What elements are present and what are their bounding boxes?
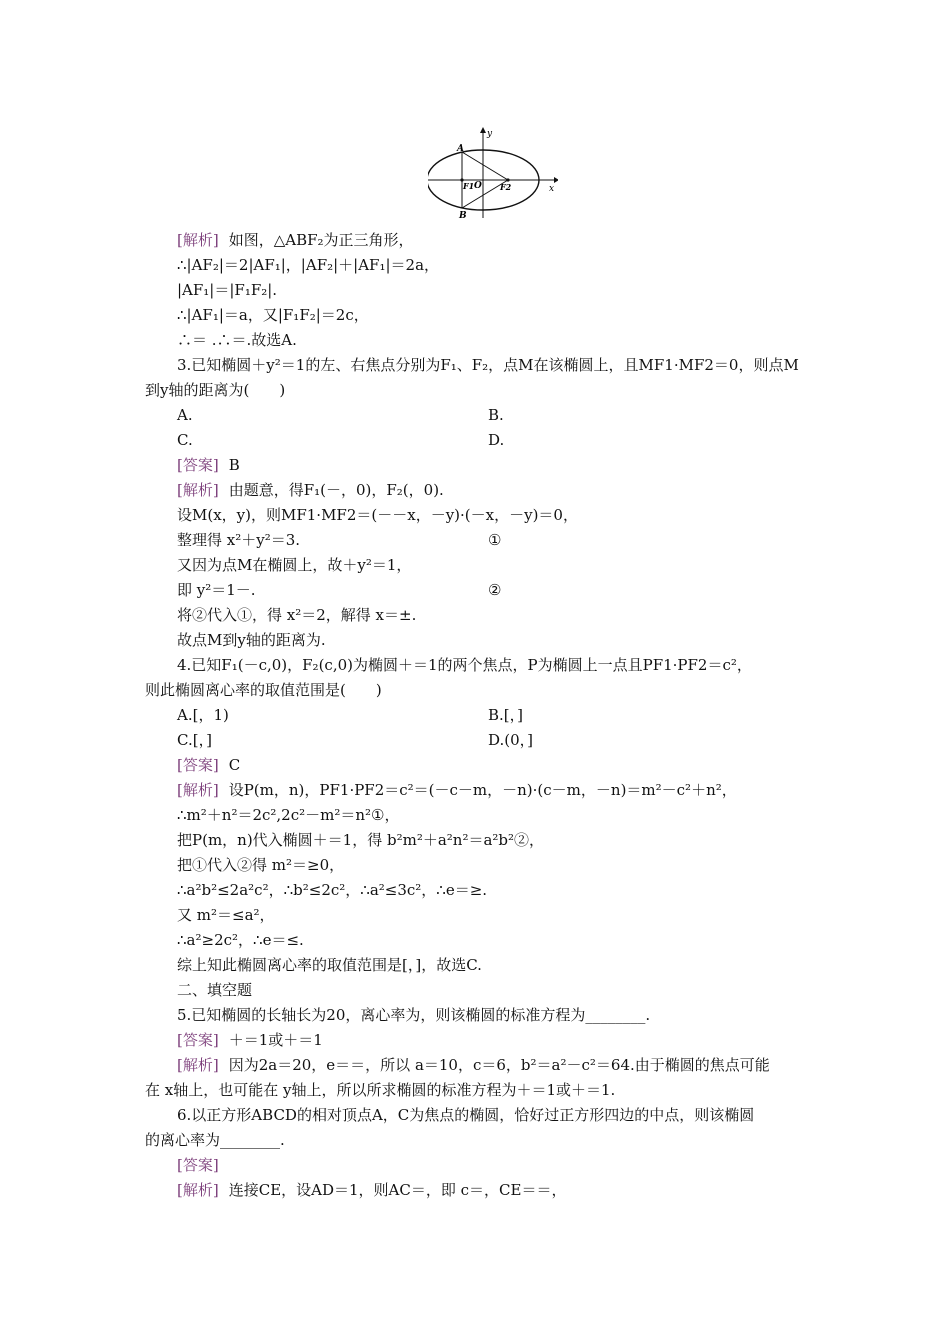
text-line: 即 y²＝1－. bbox=[177, 581, 256, 599]
question-6-line-1: 6.以正方形ABCD的相对顶点A，C为焦点的椭圆，恰好过正方形四边的中点，则该椭圆 bbox=[177, 1106, 755, 1124]
answer-line: [答案] ＋＝1或＋＝1 bbox=[177, 1031, 323, 1049]
answer-tag: [答案] bbox=[177, 1031, 219, 1049]
option-c: C. bbox=[177, 431, 193, 449]
option-c: C.[，] bbox=[177, 731, 212, 749]
analysis-tag: [解析] bbox=[177, 1056, 219, 1074]
option-d: D.(0，] bbox=[488, 731, 534, 749]
label-f1: F1 bbox=[463, 181, 475, 191]
text-line: 又因为点M在椭圆上，故＋y²＝1， bbox=[177, 556, 412, 574]
text-line: ∴＝ .∴＝.故选A. bbox=[177, 331, 297, 349]
text-line: ∴a²≥2c²，∴e＝≤. bbox=[177, 931, 304, 949]
text-line: ∴a²b²≤2a²c²，∴b²≤2c²，∴a²≤3c²，∴e＝≥. bbox=[177, 881, 488, 899]
analysis-line: [解析] 连接CE，设AD＝1，则AC＝，即 c＝，CE＝＝， bbox=[177, 1181, 567, 1199]
text-line: |AF₁|＝|F₁F₂|. bbox=[177, 281, 278, 299]
analysis-tag: [解析] bbox=[177, 1181, 219, 1199]
question-3-line-1: 3.已知椭圆＋y²＝1的左、右焦点分别为F₁、F₂，点M在该椭圆上，且MF1·MF2＝0，则点M bbox=[177, 356, 799, 374]
text-line: 在 x轴上，也可能在 y轴上，所以所求椭圆的标准方程为＋＝1或＋＝1. bbox=[145, 1081, 616, 1099]
text-line: 故点M到y轴的距离为. bbox=[177, 631, 326, 649]
analysis-line: [解析] 设P(m，n)，PF1·PF2＝c²＝(－c－m，－n)·(c－m，－n)＝m²－c²＋n²， bbox=[177, 781, 737, 799]
ellipse-figure bbox=[428, 126, 558, 218]
text-line: 综上知此椭圆离心率的取值范围是[，]，故选C. bbox=[177, 956, 482, 974]
answer-tag: [答案] bbox=[177, 756, 219, 774]
text-line: 将②代入①，得 x²＝2，解得 x＝±. bbox=[177, 606, 417, 624]
label-b: B bbox=[459, 211, 467, 218]
label-x: x bbox=[549, 184, 555, 194]
answer-line bbox=[177, 1155, 229, 1175]
option-d: D. bbox=[488, 431, 505, 449]
analysis-tag: [解析] bbox=[177, 781, 219, 799]
text-line: 整理得 x²＋y²＝3. bbox=[177, 531, 301, 549]
label-y: y bbox=[487, 129, 493, 139]
option-b: B. bbox=[488, 406, 504, 424]
equation-number: ① bbox=[488, 531, 502, 549]
text-line: 把①代入②得 m²＝≥0， bbox=[177, 856, 345, 874]
label-a: A bbox=[457, 144, 464, 154]
option-b: B.[，] bbox=[488, 706, 523, 724]
analysis-tag: [解析] bbox=[177, 231, 219, 249]
equation-number: ② bbox=[488, 581, 502, 599]
section-heading: 二、填空题 bbox=[177, 981, 253, 999]
y-axis-arrow bbox=[480, 127, 486, 133]
question-3-line-2: 到y轴的距离为( ) bbox=[145, 381, 286, 399]
segment-af2 bbox=[462, 152, 508, 180]
analysis-tag: [解析] bbox=[177, 481, 219, 499]
option-a: A. bbox=[177, 406, 193, 424]
x-axis-arrow bbox=[554, 177, 558, 183]
question-4-line-2: 则此椭圆离心率的取值范围是( ) bbox=[145, 681, 382, 699]
text-line: ∴m²＋n²＝2c²,2c²－m²＝n²①， bbox=[177, 806, 400, 824]
answer-line: [答案] B bbox=[177, 456, 240, 474]
text-line: 把P(m，n)代入椭圆＋＝1，得 b²m²＋a²n²＝a²b²②， bbox=[177, 831, 545, 849]
text-line: ∴|AF₂|＝2|AF₁|，|AF₂|＋|AF₁|＝2a， bbox=[177, 256, 440, 274]
text-line: ∴|AF₁|＝a，又|F₁F₂|＝2c， bbox=[177, 306, 369, 324]
analysis-line: [解析] 因为2a＝20，e＝＝，所以 a＝10，c＝6，b²＝a²－c²＝64.由于椭圆的焦点可能 bbox=[177, 1056, 770, 1074]
answer-line: [答案] C bbox=[177, 756, 241, 774]
question-4-line-1: 4.已知F₁(－c,0)，F₂(c,0)为椭圆＋＝1的两个焦点，P为椭圆上一点且PF1·PF2＝c²， bbox=[177, 656, 752, 674]
question-6-line-2: 的离心率为________. bbox=[145, 1131, 285, 1149]
label-o: O bbox=[474, 181, 482, 191]
question-5: 5.已知椭圆的长轴长为20，离心率为，则该椭圆的标准方程为________. bbox=[177, 1006, 651, 1024]
analysis-line-1: [解析] 如图，△ABF₂为正三角形， bbox=[177, 231, 414, 249]
answer-tag: [答案] bbox=[177, 456, 219, 474]
analysis-line: [解析] 由题意，得F₁(－，0)，F₂(，0). bbox=[177, 481, 444, 499]
answer-tag: [答案] bbox=[177, 1156, 219, 1174]
option-a: A.[，1) bbox=[177, 706, 229, 724]
text-line: 设M(x，y)，则MF1·MF2＝(－－x，－y)·(－x，－y)＝0， bbox=[177, 506, 578, 524]
ellipse-diagram bbox=[428, 126, 558, 218]
label-f2: F2 bbox=[500, 182, 512, 192]
text-line: 又 m²＝≤a²， bbox=[177, 906, 275, 924]
